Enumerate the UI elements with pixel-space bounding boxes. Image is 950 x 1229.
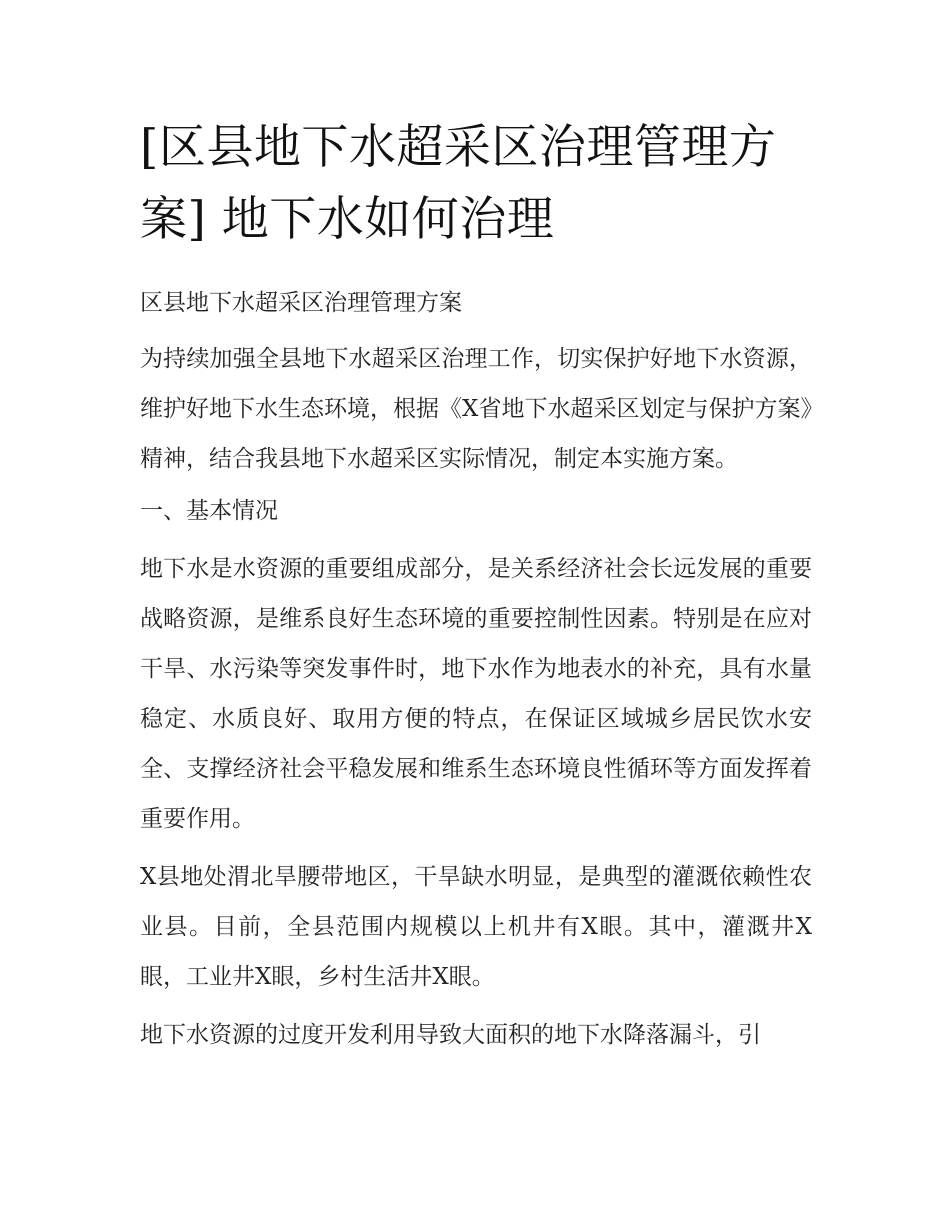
intro-paragraph: 为持续加强全县地下水超采区治理工作，切实保护好地下水资源，维护好地下水生态环境，根据《X省地下水超采区划定与保护方案》精神，结合我县地下水超采区实际情况，制定本实施方案。 [140, 346, 812, 472]
document-body [140, 112, 812, 1060]
document-subtitle: 区县地下水超采区治理管理方案 [140, 290, 462, 316]
body-paragraph: X县地处渭北旱腰带地区，干旱缺水明显，是典型的灌溉依赖性农业县。目前，全县范围内规模以上机井有X眼。其中，灌溉井X眼，工业井X眼，乡村生活井X眼。 [140, 864, 812, 990]
body-paragraph: 地下水资源的过度开发利用导致大面积的地下水降落漏斗，引 [140, 1022, 761, 1048]
section-heading-basic-situation: 一、基本情况 [140, 498, 278, 524]
body-paragraph: 地下水是水资源的重要组成部分，是关系经济社会长远发展的重要战略资源，是维系良好生态环境的重要控制性因素。特别是在应对干旱、水污染等突发事件时，地下水作为地表水的补充，具有水量稳定、水质良好、取用方便的特点，在保证区域城乡居民饮水安全、支撑经济社会平稳发展和维系生态环境良性循环等方面发挥着重要作用。 [140, 556, 812, 832]
document-title: [区县地下水超采区治理管理方案] 地下水如何治理 [140, 120, 777, 247]
